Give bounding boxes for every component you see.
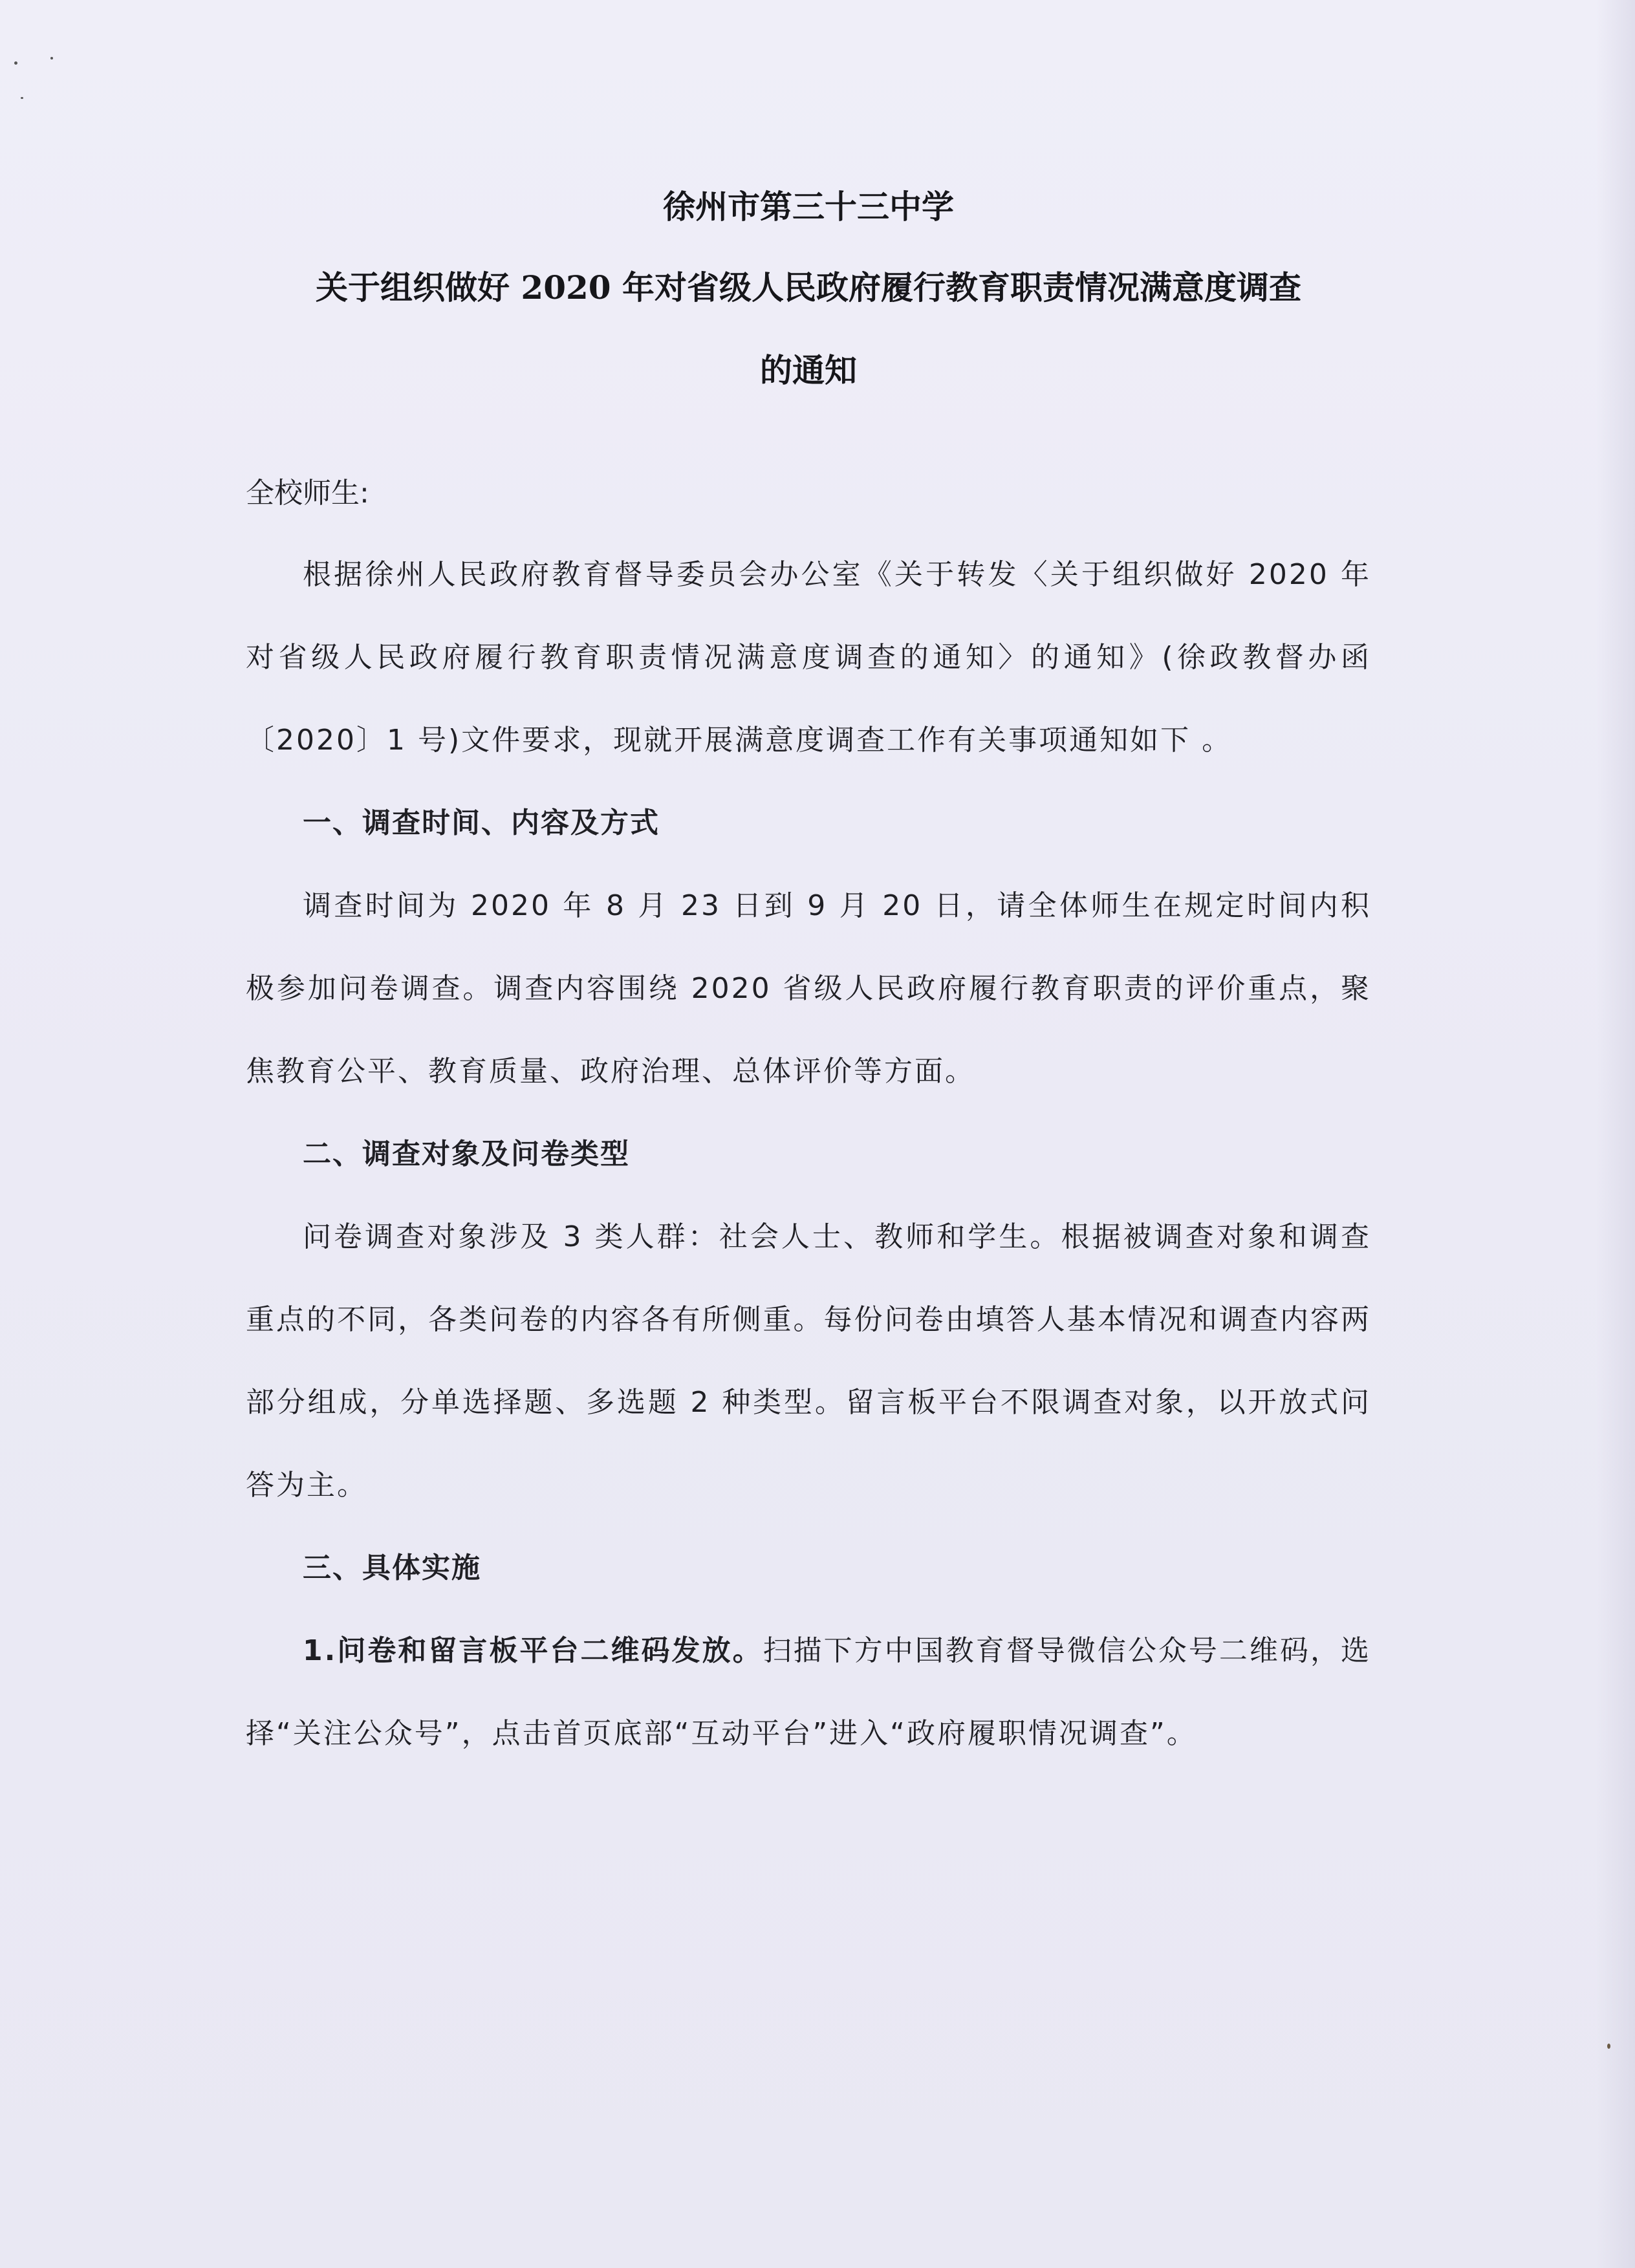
notice-content xyxy=(246,175,1371,1775)
section-text-targets: 问卷调查对象涉及 3 类人群：社会人士、教师和学生。根据被调查对象和调查重点的不同，各类问卷的内容各有所侧重。每份问卷由填答人基本情况和调查内容两部分组成，分单选择题、多选题 2 种类型。留言板平台不限调查对象，以开放式问答为主。 xyxy=(246,1220,1371,1502)
school-name: 徐州市第三十三中学 xyxy=(663,188,954,226)
item-1-text: 扫描下方中国教育督导微信公众号二维码，选择“关注公众号”，点击首页底部“互动平台”进入“政府履职情况调查”。 xyxy=(246,1634,1371,1750)
page-edge-shadow xyxy=(1596,0,1635,2268)
section-heading-implementation: 三、具体实施 xyxy=(303,1551,481,1584)
implementation-item-1 xyxy=(246,1610,1371,1775)
notice-title-continued: 的通知 xyxy=(760,351,857,389)
scan-speck xyxy=(21,97,23,99)
section-text-time-content: 调查时间为 2020 年 8 月 23 日到 9 月 20 日，请全体师生在规定时间内积极参加问卷调查。调查内容围绕 2020 省级人民政府履行教育职责的评价重点，聚焦教育公平、教育质量、政府治理、总体评价等方面。 xyxy=(246,889,1371,1088)
intro-paragraph: 根据徐州人民政府教育督导委员会办公室《关于转发〈关于组织做好 2020 年对省级人民政府履行教育职责情况满意度调查的通知〉的通知》(徐政教督办函〔2020〕1 号)文件要求，现就开展满意度调查工作有关事项通知如下 。 xyxy=(246,558,1371,757)
scan-speck xyxy=(50,57,53,59)
scan-speck xyxy=(14,61,17,65)
item-1-lead: 1.问卷和留言板平台二维码发放。 xyxy=(303,1634,763,1667)
salutation: 全校师生: xyxy=(246,477,369,510)
scan-speck xyxy=(1607,2044,1610,2049)
section-heading-targets: 二、调查对象及问卷类型 xyxy=(303,1138,630,1171)
section-heading-time-content: 一、调查时间、内容及方式 xyxy=(303,806,660,839)
notice-title: 关于组织做好 2020 年对省级人民政府履行教育职责情况满意度调查 xyxy=(316,268,1301,307)
